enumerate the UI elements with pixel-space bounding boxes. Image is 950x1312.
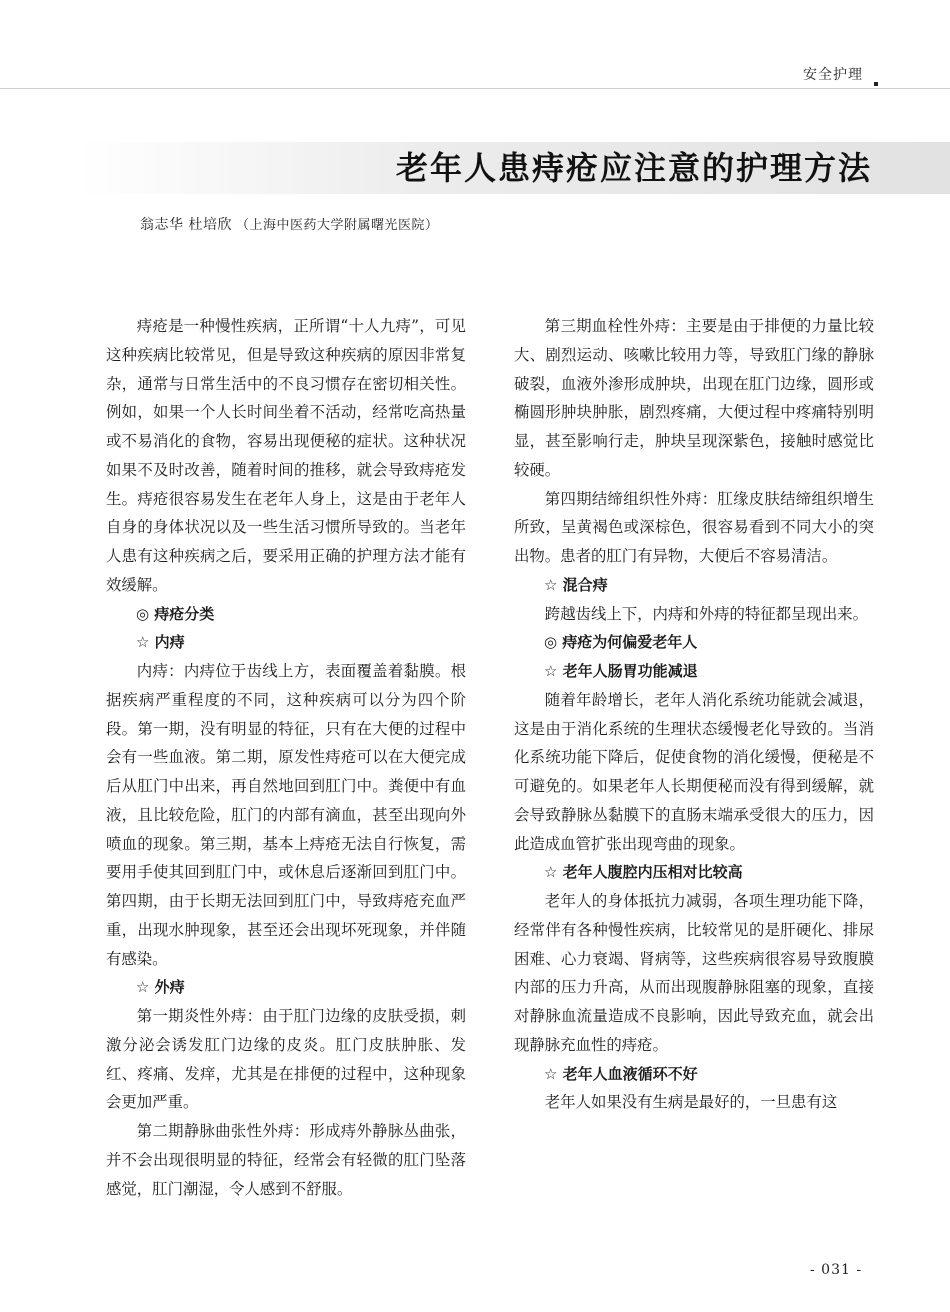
circulation-paragraph: 老年人如果没有生病是最好的，一旦患有这 — [544, 1093, 838, 1112]
internal-hemorrhoid-paragraph: 内痔：内痔位于齿线上方，表面覆盖着黏膜。根据疾病严重程度的不同，这种疾病可以分为四个阶段。第一期，没有明显的特征，只有在大便的过程中会有一些血液。第二期，原发性痔疮可以在大便完成后从肛门中出来，再自然地回到肛门中。粪便中有血液，且比较危险，肛门的内部有滴血，甚至出现向外喷血的现象。第三期，基本上痔疮无法自行恢复，需要用手使其回到肛门中，或休息后逐渐回到肛门中。第四期，由于长期无法回到肛门中，导致痔疮充血严重，出现水肿现象，甚至还会出现坏死现象，并伴随有感染。 — [106, 662, 466, 968]
abdominal-pressure-paragraph: 老年人的身体抵抗力减弱，各项生理功能下降，经常伴有各种慢性疾病，比较常见的是肝硬化、排尿困难、心力衰竭、肾病等，这些疾病很容易导致腹膜内部的压力升高，从而出现腹静脉阻塞的现象，直接对静脉血流量造成不良影响，因此导致充血，就会出现静脉充血性的痔疮。 — [514, 892, 874, 1054]
right-column — [514, 312, 874, 1117]
mixed-hemorrhoid-paragraph: 跨越齿线上下，内痔和外痔的特征都呈现出来。 — [544, 604, 869, 623]
external-stage1-paragraph: 第一期炎性外痔：由于肛门边缘的皮肤受损，刺激分泌会诱发肛门边缘的皮炎。肛门皮肤肿胀、发红、疼痛、发痒，尤其是在排便的过程中，这种现象会更加严重。 — [106, 1007, 466, 1112]
subheading-circulation: ☆ 老年人血液循环不好 — [544, 1064, 698, 1083]
affiliation: （上海中医药大学附属曙光医院） — [235, 218, 439, 233]
subheading-gut-function: ☆ 老年人肠胃功能减退 — [544, 662, 698, 680]
subheading-internal: ☆ 内痔 — [136, 633, 185, 652]
page-number: - 031 - — [810, 1262, 863, 1278]
external-stage3-paragraph: 第三期血栓性外痔：主要是由于排便的力量比较大、剧烈运动、咳嗽比较用力等，导致肛门缘的静脉破裂，血液外渗形成肿块，出现在肛门边缘，圆形或椭圆形肿块肿胀，剧烈疼痛，大便过程中疼痛特别明显，甚至影响行走，肿块呈现深紫色，接触时感觉比较硬。 — [514, 317, 874, 479]
section-label: 安全护理 — [803, 67, 863, 83]
left-column — [106, 312, 466, 1203]
subheading-mixed: ☆ 混合痔 — [544, 575, 608, 594]
subheading-abdominal-pressure: ☆ 老年人腹腔内压相对比较高 — [544, 863, 743, 882]
gut-function-paragraph: 随着年龄增长，老年人消化系统功能就会减退，这是由于消化系统的生理状态缓慢老化导致的。当消化系统功能下降后，促使食物的消化缓慢，便秘是不可避免的。如果老年人长期便秘而没有得到缓解，就会导致静脉丛黏膜下的直肠末端承受很大的压力，因此造成血管扩张出现弯曲的现象。 — [514, 690, 874, 853]
external-stage4-paragraph: 第四期结缔组织性外痔：肛缘皮肤结缔组织增生所致，呈黄褐色或深棕色，很容易看到不同大小的突出物。患者的肛门有异物，大便后不容易清洁。 — [514, 489, 874, 565]
authors: 翁志华 杜培欣 — [140, 217, 232, 233]
section-heading-why-elderly: ◎ 痔疮为何偏爱老年人 — [544, 633, 698, 652]
subheading-external: ☆ 外痔 — [136, 978, 185, 997]
intro-paragraph: 痔疮是一种慢性疾病，正所谓“十人九痔”，可见这种疾病比较常见，但是导致这种疾病的原因非常复杂，通常与日常生活中的不良习惯存在密切相关性。例如，如果一个人长时间坐着不活动，经常吃高热量或不易消化的食物，容易出现便秘的症状。这种状况如果不及时改善，随着时间的推移，就会导致痔疮发生。痔疮很容易发生在老年人身上，这是由于老年人自身的身体状况以及一些生活习惯所导致的。当老年人患有这种疾病之后，要采用正确的护理方法才能有效缓解。 — [106, 317, 466, 594]
section-heading-classification: ◎ 痔疮分类 — [136, 604, 215, 623]
external-stage2-paragraph: 第二期静脉曲张性外痔：形成痔外静脉丛曲张，并不会出现很明显的特征，经常会有轻微的肛门坠落感觉，肛门潮湿，令人感到不舒服。 — [106, 1122, 466, 1198]
header-marker — [874, 82, 878, 86]
article-title: 老年人患痔疮应注意的护理方法 — [395, 149, 872, 187]
byline — [140, 214, 438, 234]
header-divider — [0, 88, 950, 89]
